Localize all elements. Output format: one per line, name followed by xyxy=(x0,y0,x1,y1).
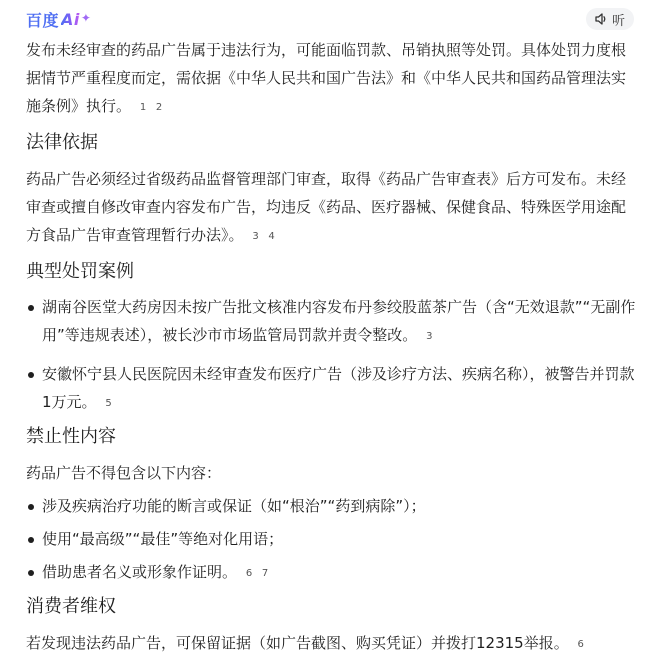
legal-basis-paragraph xyxy=(26,165,636,251)
consumer-rights-text: 若发现违法药品广告，可保留证据（如广告截图、购买凭证）并拨打12315举报。 xyxy=(26,634,569,652)
section-title-penalty-cases: 典型处罚案例 xyxy=(26,261,134,282)
citation-badge[interactable]: 5 xyxy=(105,398,112,409)
bullet-dot xyxy=(28,305,34,311)
citation-badge[interactable]: 3 xyxy=(426,331,433,342)
section-title-legal-basis: 法律依据 xyxy=(26,132,98,153)
citation-badge[interactable]: 2 xyxy=(155,102,163,113)
list-item-text: 安徽怀宁县人民医院因未经审查发布医疗广告（涉及诊疗方法、疾病名称），被警告并罚款1万元。 xyxy=(42,365,635,411)
listen-button[interactable] xyxy=(586,8,634,30)
bullet-dot xyxy=(28,537,34,543)
list-item-text: 湖南谷医堂大药房因未按广告批文核准内容发布丹参绞股蓝茶广告（含“无效退款”“无副作用”等违规表述），被长沙市市场监管局罚款并责令整改。 xyxy=(42,298,636,344)
consumer-rights-paragraph xyxy=(26,629,636,659)
citation-badge[interactable]: 6 xyxy=(577,639,584,650)
prohibited-list xyxy=(26,492,636,588)
list-item xyxy=(26,492,636,520)
citation-badge[interactable]: 3 xyxy=(252,231,259,242)
answer-body xyxy=(26,34,636,659)
brand-name: 百度 xyxy=(26,10,60,30)
intro-paragraph xyxy=(26,36,636,122)
list-item xyxy=(26,293,636,351)
citation-badge[interactable]: 4 xyxy=(268,231,275,242)
brand-ai-mark: Ai xyxy=(61,9,80,29)
list-item xyxy=(26,360,636,418)
list-item xyxy=(26,525,636,553)
legal-basis-text: 药品广告必须经过省级药品监督管理部门审查，取得《药品广告审查表》后方可发布。未经审查或擅自修改审查内容发布广告，均违反《药品、医疗器械、保健食品、特殊医学用途配方食品广告审查管理暂行办法》。 xyxy=(26,170,627,244)
section-title-consumer-rights: 消费者维权 xyxy=(26,596,116,617)
bullet-dot xyxy=(28,504,34,510)
bullet-dot xyxy=(28,570,34,576)
list-item-text: 借助患者名义或形象作证明。 xyxy=(42,563,238,581)
penalty-case-list xyxy=(26,293,636,418)
section-title-prohibited-content: 禁止性内容 xyxy=(26,426,116,447)
list-item-text: 使用“最高级”“最佳”等绝对化用语； xyxy=(42,530,284,548)
citation-badge[interactable]: 1 xyxy=(139,102,147,113)
speaker-icon xyxy=(594,12,608,26)
citation-badge[interactable]: 7 xyxy=(261,568,269,579)
baidu-ai-logo xyxy=(26,8,91,31)
sparkle-icon: ✦ xyxy=(80,11,92,25)
list-item-text: 涉及疾病治疗功能的断言或保证（如“根治”“药到病除”）； xyxy=(42,497,426,515)
listen-label: 听 xyxy=(611,13,625,29)
prohibited-lead: 药品广告不得包含以下内容： xyxy=(26,464,222,482)
bullet-dot xyxy=(28,372,34,378)
answer-header xyxy=(26,8,634,30)
list-item xyxy=(26,558,636,588)
intro-text: 发布未经审查的药品广告属于违法行为，可能面临罚款、吊销执照等处罚。具体处罚力度根据情节严重程度而定，需依据《中华人民共和国广告法》和《中华人民共和国药品管理法实施条例》执行。 xyxy=(26,41,627,115)
citation-badge[interactable]: 6 xyxy=(245,568,253,579)
